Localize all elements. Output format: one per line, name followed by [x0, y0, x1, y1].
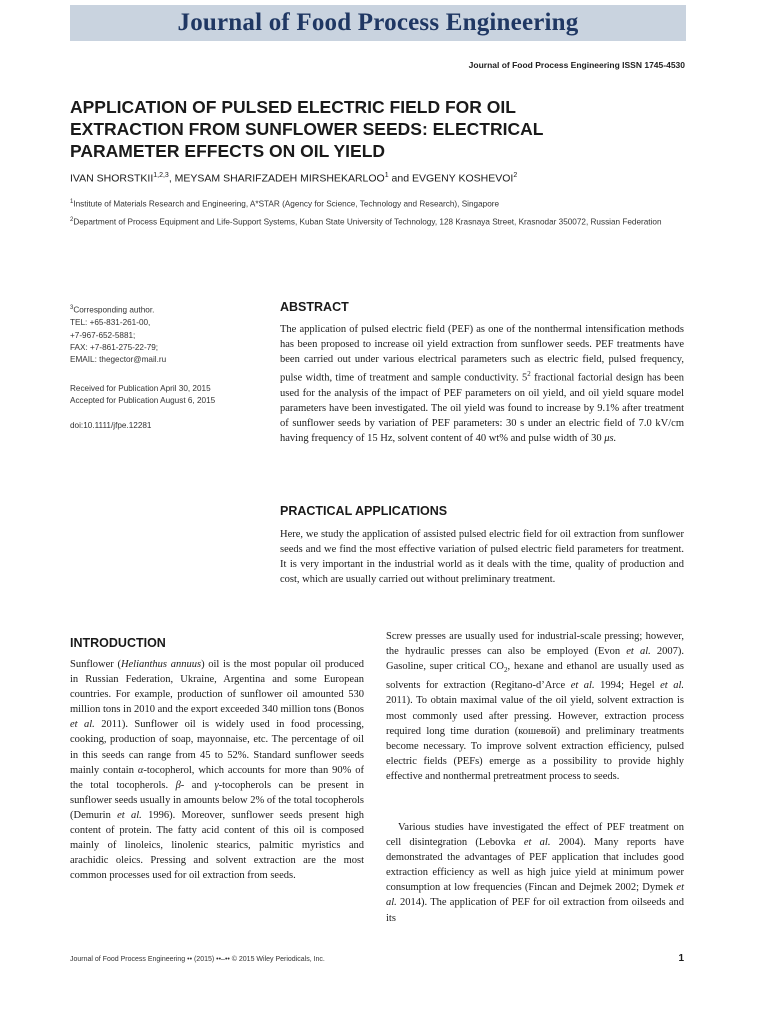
- author-separator: and: [388, 172, 412, 185]
- abstract-part: fractional factorial design has been used for the analysis of the impact of PEF parameters on oil yield, and oil yield square model parameters have been investigated. The oil yield was found to increase by 9.1% after treatment of sunflower seeds by variation of PEF parameters: 30 s under an electric field of 7.0 kV/cm having frequency of 15 Hz, solvent content of 40 wt% and pulse width of 30: [280, 372, 684, 445]
- text-run: 2014). The application of PEF for oil extraction from oilseeds and its: [386, 897, 684, 924]
- introduction-col2-para1: [386, 629, 684, 784]
- practical-text: Here, we study the application of assisted pulsed electric field for oil extraction from sunflower seeds and we find the most effective variation of pulsed electric field parameters for treatment. It is very important in the industrial world as it deals with the time, quality of production and cost, which are usually carried out without preliminary treatment.: [280, 529, 684, 586]
- abstract-heading: ABSTRACT: [280, 300, 349, 314]
- affiliation-sup: 1: [70, 199, 74, 205]
- journal-banner-title: Journal of Food Process Engineering: [177, 9, 579, 36]
- corresponding-sup: 3: [70, 305, 74, 311]
- article-sidebar: [70, 302, 260, 432]
- text-run: -tocopherols can be present in sunflower seeds usually in amounts below 2% of the total tocopherols (Demurin: [70, 779, 364, 821]
- introduction-heading: INTRODUCTION: [70, 636, 166, 650]
- journal-banner: [70, 5, 686, 41]
- abstract-part: The application of pulsed electric field (PEF) as one of the nonthermal intensification methods has been proposed to increase oil yield extraction from sunflower seeds. PEF treatments have been carried out under various electrical parameters such as electric field, pulsed frequency, pulse width, time of treatment and sample conductivity. 5: [280, 324, 684, 384]
- text-run: 2011). To obtain maximal value of the oil yield, solvent extraction is most commonly used after pressing. However, extraction process required long time duration (кошевой) and preliminary treatments become necessary. To improve solvent extraction efficiency, pulsed electric fields (PEFs) emerge as a possibility to provide highly effective and nonthermal pretreatment process to seeds.: [386, 695, 684, 782]
- author-separator: ,: [168, 172, 175, 185]
- affiliation-sup: 2: [70, 216, 74, 223]
- text-run: 2007). Gasoline, super critical CO: [386, 646, 684, 673]
- text-run: et al.: [523, 837, 551, 849]
- received-date: Received for Publication April 30, 2015: [70, 383, 211, 393]
- text-run: -tocopherol, which accounts for more than 90% of the total tocopherols.: [70, 764, 364, 791]
- abstract-sup: 2: [527, 370, 531, 379]
- introduction-col2-para2: [386, 820, 684, 926]
- corresponding-author: [70, 302, 260, 317]
- affiliations: [70, 196, 690, 231]
- abstract-part: μs.: [604, 433, 617, 445]
- affiliation: [70, 214, 690, 229]
- corresponding-label: Corresponding author.: [73, 305, 155, 315]
- author-name: IVAN SHORSTKII: [70, 172, 154, 185]
- text-run: et al.: [70, 719, 95, 731]
- text-run: 1994; Hegel: [594, 680, 661, 692]
- text-run: Various studies have investigated the effect of PEF treatment on cell disintegration (Lebovka: [386, 822, 684, 849]
- text-run: et al.: [660, 680, 685, 692]
- author-affil-sup: 1: [384, 172, 389, 179]
- text-run: 2: [503, 666, 508, 675]
- tel-2: +7-967-652-5881;: [70, 330, 136, 340]
- author-list: [70, 172, 690, 185]
- text-run: et al.: [626, 646, 651, 658]
- doi-link[interactable]: doi:10.1111/jfpe.12281: [70, 420, 152, 430]
- abstract-text: [280, 322, 684, 446]
- text-run: ) oil is the most popular oil produced in Russian Federation, Ukraine, Argentina and some European countries. For example, production of sunflower oil amounted 530 million tons in 2010 and the export exceeded 340 million tons (Bonos: [70, 659, 364, 716]
- author-name: EVGENY KOSHEVOI: [411, 172, 514, 185]
- text-run: Helianthus annuus: [120, 659, 202, 670]
- text-run: Sunflower (: [70, 659, 121, 670]
- email-link[interactable]: EMAIL: thegector@mail.ru: [70, 355, 167, 365]
- title-line: EXTRACTION FROM SUNFLOWER SEEDS: ELECTRICAL: [70, 119, 544, 139]
- text-run: , hexane and ethanol are usually used as solvents for extraction (Regitano-d’Arce: [386, 661, 684, 692]
- text-run: et al.: [570, 680, 595, 692]
- title-line: PARAMETER EFFECTS ON OIL YIELD: [70, 141, 386, 161]
- affiliation-text: Department of Process Equipment and Life-Support Systems, Kuban State University of Technology, 128 Krasnaya Street, Krasnodar 350072, Russian Federation: [73, 217, 662, 227]
- text-run: β: [175, 779, 181, 791]
- footer-citation: Journal of Food Process Engineering •• (2015) ••–•• © 2015 Wiley Periodicals, Inc.: [70, 956, 325, 963]
- text-run: et al.: [117, 809, 142, 821]
- affiliation: [70, 196, 690, 211]
- practical-heading: PRACTICAL APPLICATIONS: [280, 504, 448, 518]
- author-affil-sup: 1,2,3: [153, 172, 169, 179]
- tel: TEL: +65-831-261-00,: [70, 318, 151, 328]
- fax: FAX: +7-861-275-22-79;: [70, 342, 159, 352]
- text-run: Screw presses are usually used for industrial-scale pressing; however, the hydraulic presses can also be employed (Evon: [386, 631, 684, 658]
- text-run: 2011). Sunflower oil is widely used in food processing, cooking, production of soap, mayonnaise, etc. The percentage of oil in this seeds can range from 45 to 52%. Standard sunflower seeds mainly contain: [70, 719, 364, 776]
- text-run: 2004). Many reports have demonstrated the advantages of PEF application that includes good extraction efficiency as well as high juice yield at minimum power consumption at low frequencies (Fincan and Dejmek 2002; Dymek: [386, 837, 684, 894]
- page-number: 1: [678, 953, 684, 964]
- introduction-col1: [70, 657, 364, 883]
- affiliation-text: Institute of Materials Research and Engineering, A*STAR (Agency for Science, Technology and Research), Singapore: [73, 199, 500, 209]
- text-run: et al.: [386, 882, 684, 909]
- text-run: γ: [214, 779, 219, 791]
- title-line: APPLICATION OF PULSED ELECTRIC FIELD FOR OIL: [70, 97, 516, 117]
- text-run: - and: [180, 779, 215, 791]
- text-run: 1996). Moreover, sunflower seeds present high content of protein. The fatty acid content of this oil is composed mainly of linoleics, linolenic stearics, palmitic myristics and arachidic oleics. Pressing and solvent extraction are the most common processes used for oil extraction from seeds.: [70, 809, 365, 882]
- issn-line: Journal of Food Process Engineering ISSN 1745-4530: [468, 60, 685, 70]
- text-run: α: [137, 764, 144, 776]
- author-name: MEYSAM SHARIFZADEH MIRSHEKARLOO: [174, 172, 385, 185]
- accepted-date: Accepted for Publication August 6, 2015: [70, 396, 216, 406]
- article-title: [70, 96, 690, 162]
- author-affil-sup: 2: [513, 172, 518, 179]
